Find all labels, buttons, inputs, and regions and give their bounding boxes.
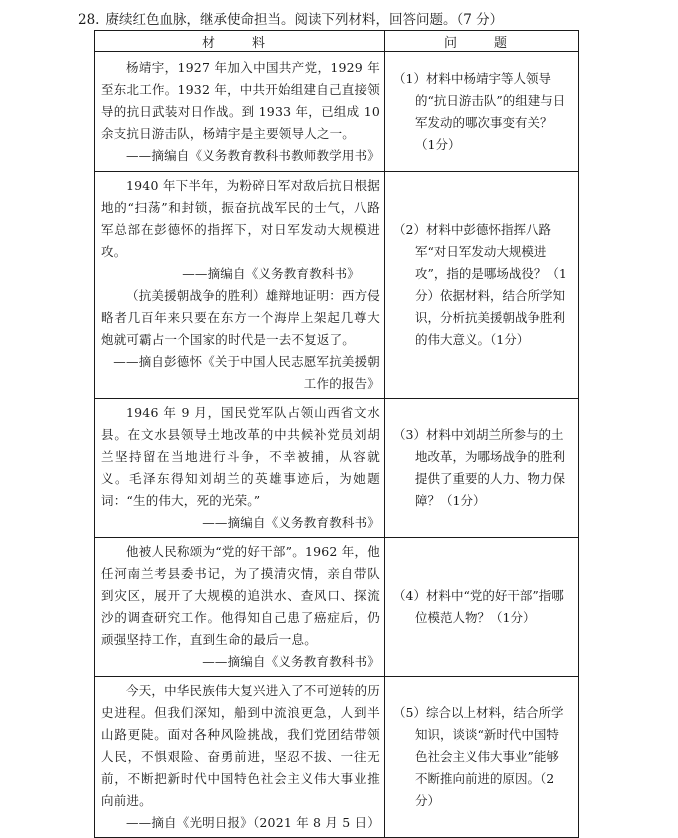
table-row [95, 172, 579, 399]
question-cell [385, 538, 579, 677]
question-cell [385, 52, 579, 172]
question-text: （3）材料中刘胡兰所参与的土地改革，为哪场战争的胜利提供了重要的人力、物力保障？（1分） [393, 427, 566, 508]
material-source: ——摘编自《义务教育教科书》 [182, 266, 360, 281]
material-text: 杨靖宇，1927 年加入中国共产党，1929 年至东北工作。1932 年，中共开始组建自己直接领导的抗日武装对日作战。到 1933 年，已组成 10 余支抗日游击队，杨靖宇是主要领导人之一。 [101, 59, 380, 141]
material-text: 1940 年下半年，为粉碎日军对敌后抗日根据地的“扫荡”和封锁，振奋抗战军民的士气，八路军总部在彭德怀的指挥下，对日军发动大规模进攻。 [101, 178, 380, 259]
question-header [78, 8, 503, 28]
material-text: 今天，中华民族伟大复兴进入了不可逆转的历史进程。但我们深知，船到中流浪更急，人到半山路更陡。面对各种风险挑战，我们党团结带领人民，不惧艰险、奋勇前进，坚忍不拔、一往无前，不断把新时代中国特色社会主义伟大事业推向前进。 [101, 683, 381, 808]
material-text: 他被人民称颂为“党的好干部”。1962 年，他任河南兰考县委书记，为了摸清灾情，亲自带队到灾区，展开了大规模的追洪水、查风口、探流沙的调查研究工作。他得知自己患了癌症后，仍顽强坚持工作，直到生命的最后一息。 [101, 544, 380, 647]
material-source: ——摘编自《义务教育教科书》 [202, 515, 380, 530]
material-question-table [94, 30, 579, 838]
question-title: 赓续红色血脉，继承使命担当。阅读下列材料，回答问题。（7 分） [105, 12, 504, 28]
material-cell [95, 677, 385, 838]
material-source: ——摘编自《义务教育教科书教师教学用书》 [125, 147, 380, 163]
material-cell [95, 52, 385, 172]
material-text: 1946 年 9 月，国民党军队占领山西省文水县。在文水县领导土地改革的中共候补党员刘胡兰坚持留在当地进行斗争，不幸被捕，从容就义。毛泽东得知刘胡兰的英雄事迹后，为她题词：“生的伟大，死的光荣。” [101, 405, 380, 508]
question-cell [385, 172, 579, 399]
question-cell [385, 677, 579, 838]
table-row [95, 399, 579, 538]
material-cell [95, 172, 385, 399]
question-text: （2）材料中彭德怀指挥八路军“对日军发动大规模进攻”，指的是哪场战役？（1分）依据材料，结合所学知识，分析抗美援朝战争胜利的伟大意义。（1分） [393, 222, 567, 347]
header-material: 材 料 [95, 31, 385, 52]
material-source: ——摘编自《义务教育教科书》 [202, 654, 380, 669]
question-text: （1）材料中杨靖宇等人领导的“抗日游击队”的组建与日军发动的哪次事变有关？（1分） [393, 70, 566, 152]
table-header-row [95, 31, 579, 52]
table-row [95, 677, 579, 838]
question-number: 28. [78, 12, 100, 28]
question-text: （5）综合以上材料，结合所学知识，谈谈“新时代中国特色社会主义伟大事业”能够不断推向前进的原因。（2分） [393, 705, 564, 808]
material-source: ——摘自《光明日报》（2021 年 8 月 5 日） [125, 815, 380, 830]
material-text: （抗美援朝战争的胜利）雄辩地证明：西方侵略者几百年来只要在东方一个海岸上架起几尊大炮就可霸占一个国家的时代是一去不复返了。 [101, 288, 381, 347]
material-source: ——摘自彭德怀《关于中国人民志愿军抗美援朝工作的报告》 [113, 354, 380, 391]
material-cell [95, 538, 385, 677]
material-cell [95, 399, 385, 538]
question-text: （4）材料中“党的好干部”指哪位模范人物？（1分） [393, 588, 564, 625]
table-row [95, 538, 579, 677]
header-question: 问 题 [385, 31, 579, 52]
table-row [95, 52, 579, 172]
question-cell [385, 399, 579, 538]
